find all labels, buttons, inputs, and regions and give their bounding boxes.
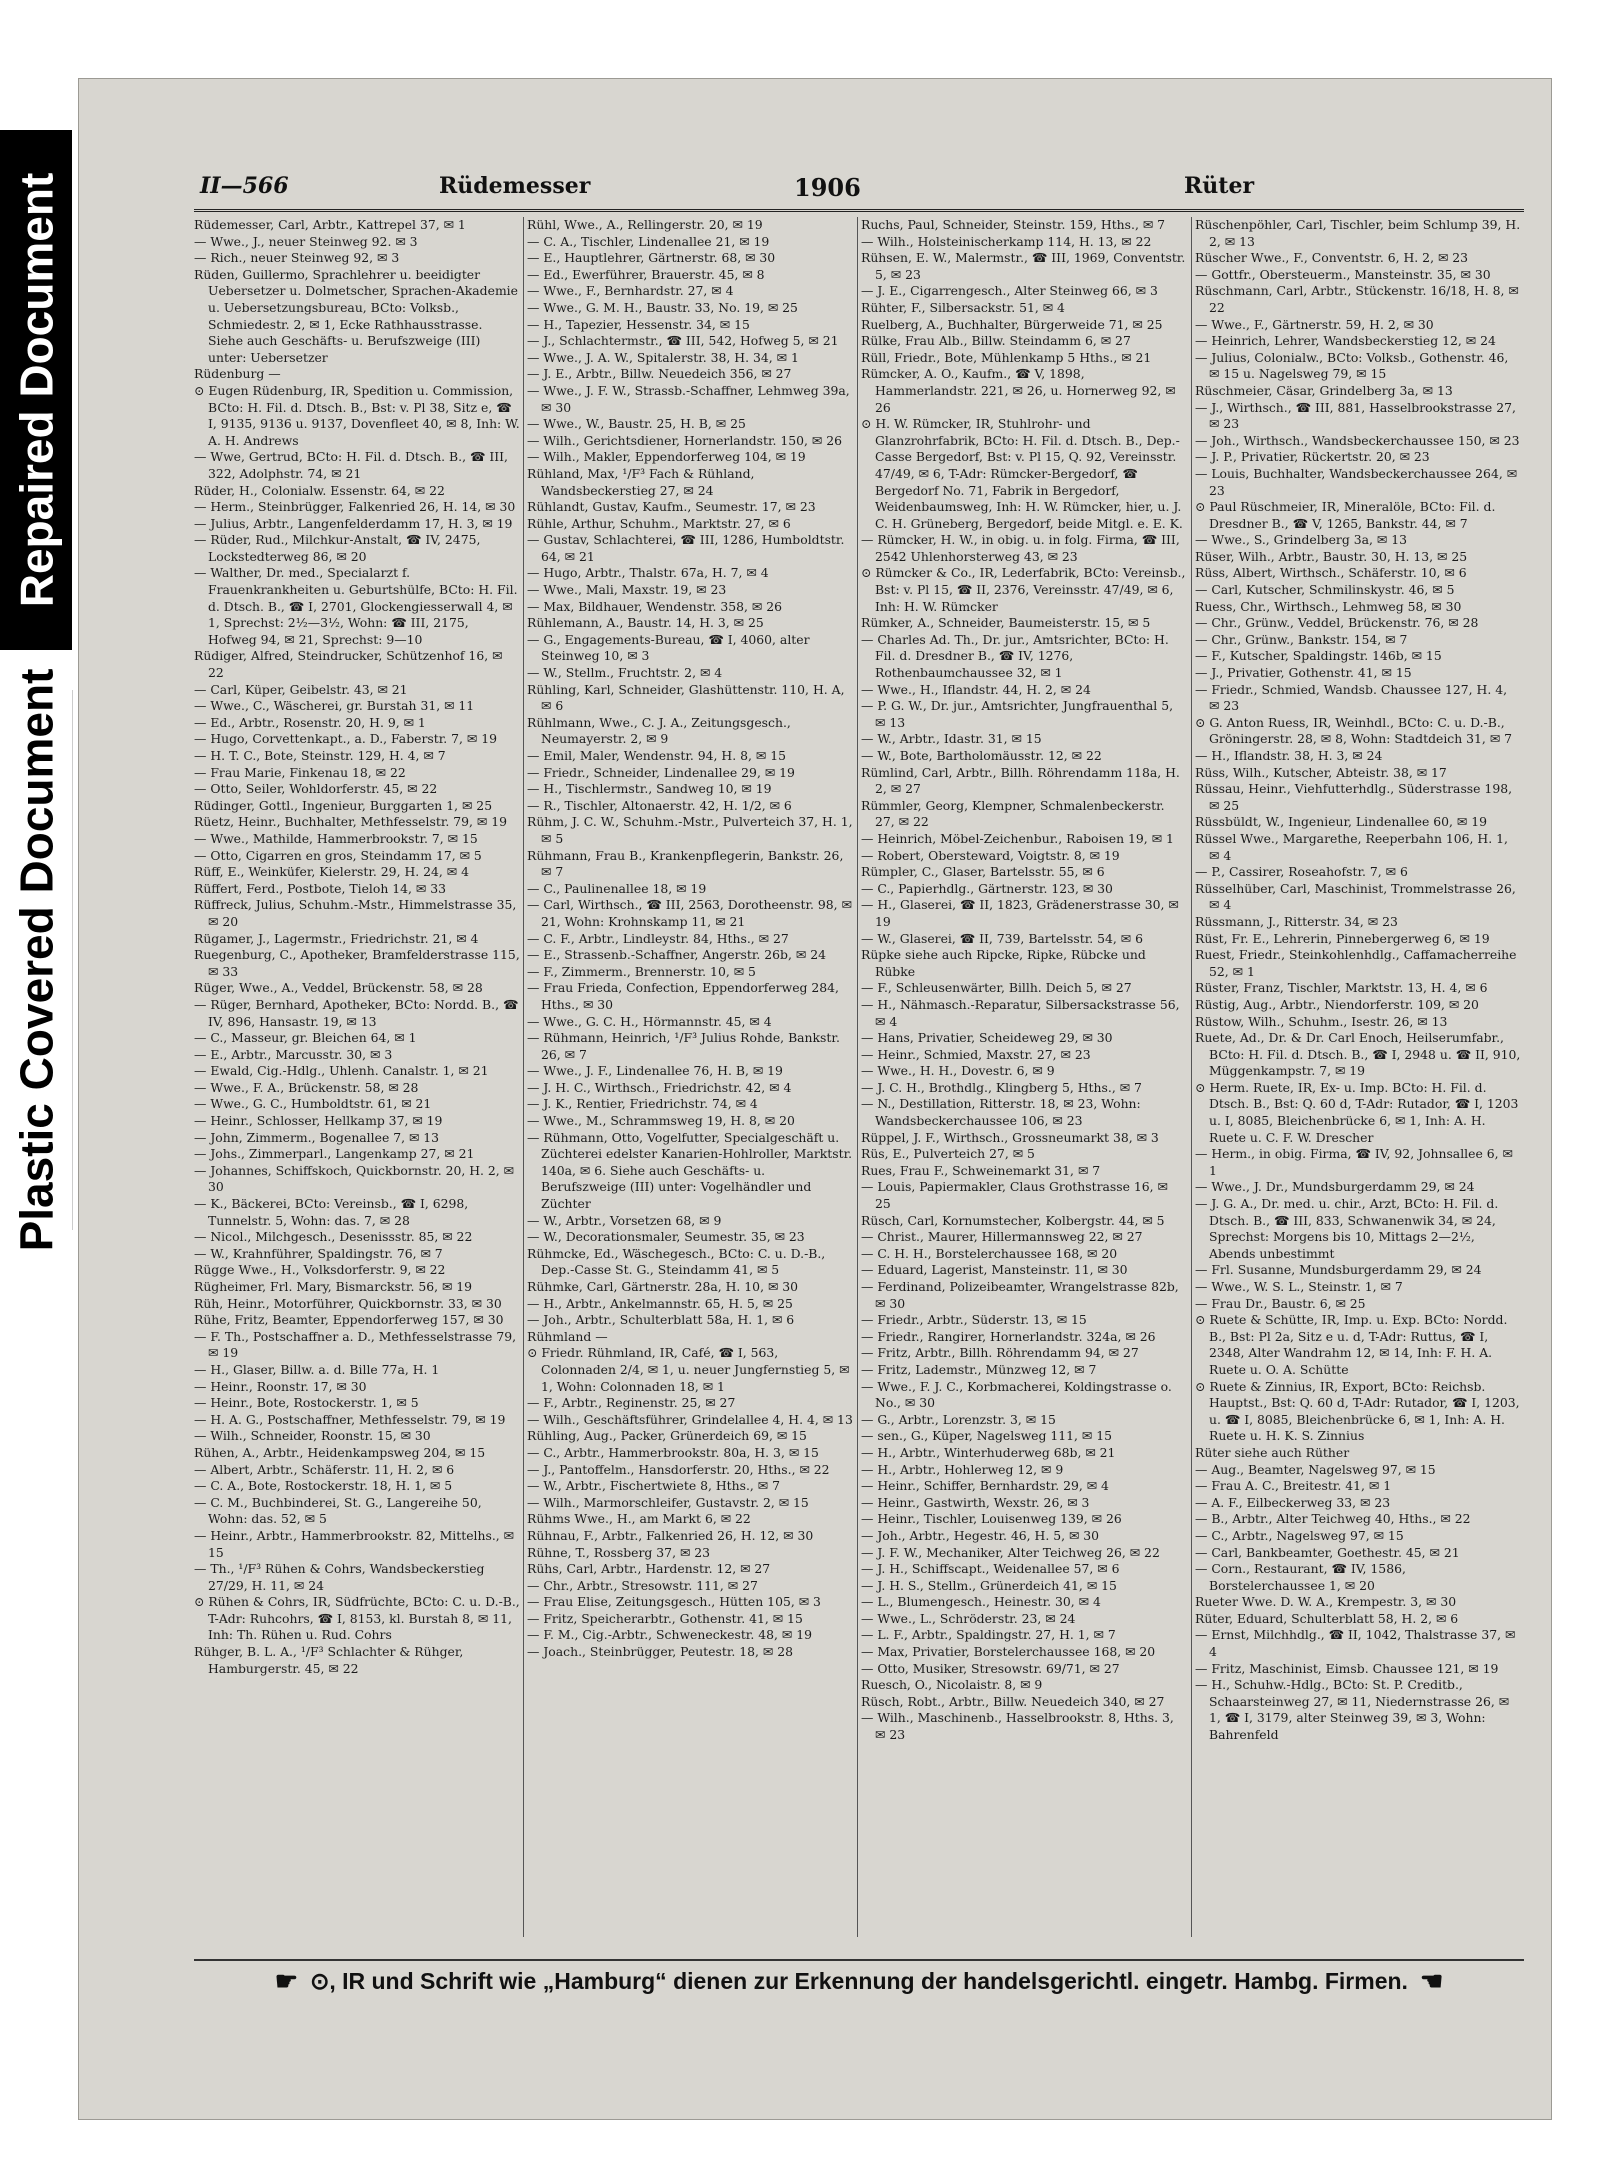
directory-entry: — Gustav, Schlachterei, ☎ III, 1286, Humboldtstr. 64, ✉ 21 bbox=[527, 532, 845, 564]
directory-entry: — Chr., Grünw., Veddel, Brückenstr. 76, ✉ 28 bbox=[1195, 615, 1479, 631]
directory-entry: — Heinr., Bote, Rostockerstr. 1, ✉ 5 bbox=[194, 1395, 419, 1411]
directory-entry: — Wwe., J., neuer Steinweg 92. ✉ 3 bbox=[194, 233, 418, 249]
directory-entry: — C., Papierhdlg., Gärtnerstr. 123, ✉ 30 bbox=[861, 880, 1113, 896]
directory-entry: — Wwe., F., Bernhardstr. 27, ✉ 4 bbox=[527, 283, 734, 299]
directory-entry: Rues, Frau F., Schweinemarkt 31, ✉ 7 bbox=[861, 1162, 1101, 1178]
directory-entry: — Corn., Restaurant, ☎ IV, 1586, Borstelerchaussee 1, ✉ 20 bbox=[1195, 1561, 1406, 1593]
directory-entry: Rühnau, F., Arbtr., Falkenried 26, H. 12, ✉ 30 bbox=[527, 1527, 814, 1543]
directory-entry: — Friedr., Rangirer, Hornerlandstr. 324a, ✉ 26 bbox=[861, 1328, 1156, 1344]
directory-entry: — Julius, Arbtr., Langenfelderdamm 17, H. 3, ✉ 19 bbox=[194, 515, 513, 531]
directory-entry: Rümker, A., Schneider, Baumeisterstr. 15, ✉ 5 bbox=[861, 615, 1151, 631]
directory-entry: — Friedr., Schmied, Wandsb. Chaussee 127, H. 4, ✉ 23 bbox=[1195, 681, 1508, 714]
directory-entry: — Joh., Arbtr., Schulterblatt 58a, H. 1, ✉ 6 bbox=[527, 1312, 795, 1328]
directory-entry: Rühter, F., Silbersackstr. 51, ✉ 4 bbox=[861, 299, 1065, 315]
directory-entry: — Otto, Cigarren en gros, Steindamm 17, ✉ 5 bbox=[194, 847, 482, 863]
directory-entry: — Rich., neuer Steinweg 92, ✉ 3 bbox=[194, 250, 400, 266]
directory-entry: — Rühmann, Heinrich, ¹/F³ Julius Rohde, Bankstr. 26, ✉ 7 bbox=[527, 1030, 840, 1062]
directory-entry: — Wwe., Mathilde, Hammerbrookstr. 7, ✉ 15 bbox=[194, 830, 478, 846]
directory-entry: Rüdenburg — bbox=[194, 366, 281, 382]
directory-entry: — C., Masseur, gr. Bleichen 64, ✉ 1 bbox=[194, 1030, 417, 1046]
directory-entry: — Heinr., Schiffer, Bernhardstr. 29, ✉ 4 bbox=[861, 1478, 1109, 1494]
directory-entry: — J. H., Schiffscapt., Weidenallee 57, ✉ 6 bbox=[861, 1561, 1120, 1577]
directory-entry: — J. G. A., Dr. med. u. chir., Arzt, BCto: H. Fil. d. Dtsch. B., ☎ III, 833, Schwanenwik 34, ✉ 24, Sprechst: Morgens bis 10, Mittags 2—2½, Abends unbestimmt bbox=[1195, 1196, 1499, 1261]
directory-entry: — Wwe., F., Gärtnerstr. 59, H. 2, ✉ 30 bbox=[1195, 316, 1434, 332]
directory-entry: Rüppel, J. F., Wirthsch., Grossneumarkt 38, ✉ 3 bbox=[861, 1129, 1159, 1145]
directory-entry: — Carl, Küper, Geibelstr. 43, ✉ 21 bbox=[194, 681, 408, 697]
directory-entry: — E., Hauptlehrer, Gärtnerstr. 68, ✉ 30 bbox=[527, 250, 776, 266]
directory-entry: — Heinr., Gastwirth, Wexstr. 26, ✉ 3 bbox=[861, 1494, 1090, 1510]
directory-entry: — W., Decorationsmaler, Seumestr. 35, ✉ 23 bbox=[527, 1229, 805, 1245]
column-1 bbox=[194, 217, 520, 1937]
directory-entry: — E., Arbtr., Marcusstr. 30, ✉ 3 bbox=[194, 1046, 393, 1062]
directory-entry: — G., Engagements-Bureau, ☎ I, 4060, alter Steinweg 10, ✉ 3 bbox=[527, 631, 810, 664]
directory-entry: — F., Arbtr., Reginenstr. 25, ✉ 27 bbox=[527, 1395, 736, 1411]
directory-entry: — Gottfr., Obersteuerm., Mansteinstr. 35, ✉ 30 bbox=[1195, 266, 1491, 282]
directory-entry: — Friedr., Arbtr., Süderstr. 13, ✉ 15 bbox=[861, 1312, 1087, 1328]
directory-entry: Ruete, Ad., Dr. & Dr. Carl Enoch, Heilserumfabr., BCto: H. Fil. d. Dtsch. B., ☎ I, 2948 u. ☎ II, 910, Müggenkampstr. 7, ✉ 19 bbox=[1195, 1030, 1521, 1079]
directory-entry: Rüs, E., Pulverteich 27, ✉ 5 bbox=[861, 1146, 1035, 1162]
directory-entry: Rüstow, Wilh., Schuhm., Isestr. 26, ✉ 13 bbox=[1195, 1013, 1448, 1029]
directory-entry: ⊙ G. Anton Ruess, IR, Weinhdl., BCto: C. u. D.-B., Gröningerstr. 28, ✉ 8, Wohn: Stadtdeich 31, ✉ 7 bbox=[1195, 714, 1513, 747]
directory-entry: — Louis, Papiermakler, Claus Grothstrasse 16, ✉ 25 bbox=[861, 1179, 1168, 1212]
page-number: II—566 bbox=[200, 173, 289, 199]
directory-entry: Rülke, Frau Alb., Billw. Steindamm 6, ✉ 27 bbox=[861, 333, 1131, 349]
directory-entry: — Johs., Zimmerparl., Langenkamp 27, ✉ 21 bbox=[194, 1146, 475, 1162]
directory-entry: ⊙ Rühen & Cohrs, IR, Südfrüchte, BCto: C. u. D.-B., T-Adr: Ruhcohrs, ☎ I, 8153, kl. Burstah 8, ✉ 11, Inh: Th. Rühen u. Rud. Cohrs bbox=[194, 1594, 520, 1643]
column-divider bbox=[1191, 217, 1192, 1937]
directory-entry: Rühlandt, Gustav, Kaufm., Seumestr. 17, ✉ 23 bbox=[527, 499, 816, 515]
directory-entry: Rühmland — bbox=[527, 1328, 608, 1344]
directory-entry: Ruest, Friedr., Steinkohlenhdlg., Caffamacherreihe 52, ✉ 1 bbox=[1195, 947, 1517, 979]
directory-entry: — Herm., in obig. Firma, ☎ IV, 92, Johnsallee 6, ✉ 1 bbox=[1195, 1146, 1513, 1178]
directory-entry: — Hugo, Arbtr., Thalstr. 67a, H. 7, ✉ 4 bbox=[527, 565, 769, 581]
directory-entry: — Nicol., Milchgesch., Desenissstr. 85, ✉ 22 bbox=[194, 1229, 473, 1245]
directory-entry: — Chr., Grünw., Bankstr. 154, ✉ 7 bbox=[1195, 631, 1408, 647]
directory-entry: Rüst, Fr. E., Lehrerin, Pinnebergerweg 6, ✉ 19 bbox=[1195, 930, 1490, 946]
directory-entry: — Th., ¹/F³ Rühen & Cohrs, Wandsbeckerstieg 27/29, H. 11, ✉ 24 bbox=[194, 1561, 485, 1593]
directory-entry: Rüden, Guillermo, Sprachlehrer u. beeidigter Uebersetzer u. Dolmetscher, Sprachen-Akademie u. Uebersetzungsbureau, BCto: Volksb., Schmiedestr. 2, ✉ 1, Ecke Rathhausstrasse. Siehe auch Geschäfts- u. Berufszweige (III) unter: Uebersetzer bbox=[194, 266, 518, 365]
directory-entry: — Otto, Seiler, Wohldorferstr. 45, ✉ 22 bbox=[194, 781, 438, 797]
directory-entry: — J., Privatier, Gothenstr. 41, ✉ 15 bbox=[1195, 665, 1412, 681]
directory-entry: — Max, Privatier, Borstelerchaussee 168, ✉ 20 bbox=[861, 1644, 1156, 1660]
directory-entry: — Wwe., F. A., Brückenstr. 58, ✉ 28 bbox=[194, 1079, 419, 1095]
directory-entry: — Frau Frieda, Confection, Eppendorferweg 284, Hths., ✉ 30 bbox=[527, 980, 839, 1012]
directory-entry: — Wwe., F. J. C., Korbmacherei, Koldingstrasse o. No., ✉ 30 bbox=[861, 1378, 1172, 1411]
directory-entry: Rühmcke, Ed., Wäschegesch., BCto: C. u. D.-B., Dep.-Casse St. G., Steindamm 41, ✉ 5 bbox=[527, 1245, 826, 1278]
directory-entry: — E., Strassenb.-Schaffner, Angerstr. 26b, ✉ 24 bbox=[527, 947, 826, 963]
directory-entry: — Emil, Maler, Wendenstr. 94, H. 8, ✉ 15 bbox=[527, 748, 786, 763]
directory-entry: Ruelberg, A., Buchhalter, Bürgerweide 71, ✉ 25 bbox=[861, 316, 1163, 332]
directory-entry: — W., Bote, Bartholomäusstr. 12, ✉ 22 bbox=[861, 748, 1102, 763]
directory-entry: — H., Nähmasch.-Reparatur, Silbersackstrasse 56, ✉ 4 bbox=[861, 996, 1180, 1029]
directory-entry: — Ferdinand, Polizeibeamter, Wrangelstrasse 82b, ✉ 30 bbox=[861, 1279, 1179, 1311]
directory-entry: — J., Pantoffelm., Hansdorferstr. 20, Hths., ✉ 22 bbox=[527, 1461, 830, 1477]
directory-entry: — Heinr., Tischler, Louisenweg 139, ✉ 26 bbox=[861, 1511, 1122, 1527]
directory-entry: — Rühmann, Otto, Vogelfutter, Specialgeschäft u. Züchterei edelster Kanarien-Hohlroller, Marktstr. 140a, ✉ 6. Siehe auch Geschäfts- u. Berufszweige (III) unter: Vogelhändler und Züchter bbox=[527, 1129, 853, 1212]
directory-entry: Rümlind, Carl, Arbtr., Billh. Röhrendamm 118a, H. 2, ✉ 27 bbox=[861, 764, 1180, 797]
plastic-covered-document-label: Plastic Covered Document bbox=[10, 668, 62, 1252]
directory-entry: — H., Glaser, Billw. a. d. Bille 77a, H. 1 bbox=[194, 1361, 440, 1377]
directory-columns bbox=[194, 217, 1524, 1937]
directory-entry: ⊙ H. W. Rümcker, IR, Stuhlrohr- und Glanzrohrfabrik, BCto: H. Fil. d. Dtsch. B., Dep.-Casse Bergedorf, Bst: v. Pl 15, Q. 92, Vereinsstr. 47/49, ✉ 6, T-Adr: Rümcker-Bergedorf, ☎ Bergedorf No. 71, Fabrik in Bergedorf, Weidenbaumsweg, Inh: H. W. Rümcker, hier, u. J. C. H. Grüneberg, Bergedorf, beide Mitgl. e. E. K. bbox=[861, 416, 1183, 531]
directory-entry: Rüschmeier, Cäsar, Grindelberg 3a, ✉ 13 bbox=[1195, 382, 1453, 398]
repaired-document-tab bbox=[0, 130, 72, 650]
directory-entry: — W., Krahnführer, Spaldingstr. 76, ✉ 7 bbox=[194, 1245, 443, 1261]
directory-entry: Rüscher Wwe., F., Conventstr. 6, H. 2, ✉ 23 bbox=[1195, 250, 1469, 266]
directory-entry: — C., Paulinenallee 18, ✉ 19 bbox=[527, 880, 707, 896]
directory-entry: Rüff, E., Weinküfer, Kielerstr. 29, H. 24, ✉ 4 bbox=[194, 864, 469, 880]
directory-entry: — C., Arbtr., Hammerbrookstr. 80a, H. 3, ✉ 15 bbox=[527, 1444, 819, 1460]
directory-entry: Ruess, Chr., Wirthsch., Lehmweg 58, ✉ 30 bbox=[1195, 598, 1462, 614]
directory-entry: — Charles Ad. Th., Dr. jur., Amtsrichter, BCto: H. Fil. d. Dresdner B., ☎ IV, 1276, Rothenbaumchaussee 32, ✉ 1 bbox=[861, 631, 1169, 681]
directory-entry: — J. C. H., Brothdlg., Klingberg 5, Hths., ✉ 7 bbox=[861, 1079, 1142, 1095]
directory-entry: — F. Th., Postschaffner a. D., Methfesselstrasse 79, ✉ 19 bbox=[194, 1328, 517, 1361]
directory-entry: Rühm, J. C. W., Schuhm.-Mstr., Pulverteich 37, H. 1, ✉ 5 bbox=[527, 814, 853, 846]
directory-entry: — Rüder, Rud., Milchkur-Anstalt, ☎ IV, 2475, Lockstedterweg 86, ✉ 20 bbox=[194, 532, 481, 564]
directory-entry: — H., Arbtr., Winterhuderweg 68b, ✉ 21 bbox=[861, 1444, 1116, 1460]
directory-entry: — H., Glaserei, ☎ II, 1823, Grädenerstrasse 30, ✉ 19 bbox=[861, 897, 1179, 929]
column-2 bbox=[527, 217, 853, 1937]
directory-entry: Rühsen, E. W., Malermstr., ☎ III, 1969, Conventstr. 5, ✉ 23 bbox=[861, 250, 1186, 282]
directory-entry: Rühlemann, A., Baustr. 14, H. 3, ✉ 25 bbox=[527, 615, 764, 631]
directory-entry: Rüstig, Aug., Arbtr., Niendorferstr. 109, ✉ 20 bbox=[1195, 996, 1479, 1012]
directory-entry: Rüh, Heinr., Motorführer, Quickbornstr. 33, ✉ 30 bbox=[194, 1295, 502, 1311]
directory-entry: — J., Wirthsch., ☎ III, 881, Hasselbrookstrasse 27, ✉ 23 bbox=[1195, 399, 1516, 432]
directory-entry: Rüsch, Robt., Arbtr., Billw. Neuedeich 340, ✉ 27 bbox=[861, 1693, 1165, 1709]
page-header bbox=[194, 169, 1524, 212]
directory-entry: — Eduard, Lagerist, Mansteinstr. 11, ✉ 30 bbox=[861, 1262, 1128, 1278]
directory-entry: — Ewald, Cig.-Hdlg., Uhlenh. Canalstr. 1, ✉ 21 bbox=[194, 1063, 489, 1079]
page-year: 1906 bbox=[794, 173, 861, 202]
directory-entry: — Rümcker, H. W., in obig. u. in folg. Firma, ☎ III, 2542 Uhlenhorsterweg 43, ✉ 23 bbox=[861, 532, 1180, 564]
directory-entry: Rüss, Wilh., Kutscher, Abteistr. 38, ✉ 17 bbox=[1195, 764, 1447, 780]
directory-entry: — Rüger, Bernhard, Apotheker, BCto: Nordd. B., ☎ IV, 896, Hansastr. 19, ✉ 13 bbox=[194, 996, 519, 1029]
directory-entry: — Ed., Ewerführer, Brauerstr. 45, ✉ 8 bbox=[527, 266, 765, 282]
directory-entry: — W., Glaserei, ☎ II, 739, Bartelsstr. 54, ✉ 6 bbox=[861, 930, 1143, 946]
directory-entry: ⊙ Friedr. Rühmland, IR, Café, ☎ I, 563, Colonnaden 2/4, ✉ 1, u. neuer Jungfernstieg 5, ✉ 1, Wohn: Colonnaden 18, ✉ 1 bbox=[527, 1345, 850, 1394]
column-divider bbox=[857, 217, 858, 1937]
directory-entry: Rüssau, Heinr., Viehfutterhdlg., Süderstrasse 198, ✉ 25 bbox=[1195, 781, 1513, 813]
directory-entry: Rühl, Wwe., A., Rellingerstr. 20, ✉ 19 bbox=[527, 217, 763, 232]
directory-entry: Rüster, Franz, Tischler, Marktstr. 13, H. 4, ✉ 6 bbox=[1195, 980, 1488, 996]
column-4 bbox=[1195, 217, 1521, 1937]
directory-entry: — Wilh., Gerichtsdiener, Hornerlandstr. 150, ✉ 26 bbox=[527, 432, 842, 448]
directory-entry: — L., Blumengesch., Heinestr. 30, ✉ 4 bbox=[861, 1594, 1101, 1610]
directory-entry: Rüll, Friedr., Bote, Mühlenkamp 5 Hths., ✉ 21 bbox=[861, 349, 1152, 365]
directory-entry: ⊙ Herm. Ruete, IR, Ex- u. Imp. BCto: H. Fil. d. Dtsch. B., Bst: Q. 60 d, T-Adr: Rutador, ☎ I, 1203 u. I, 8085, Bleichenbrücke 6, ✉ 1, Inh: A. H. Ruete u. C. F. W. Drescher bbox=[1195, 1079, 1519, 1145]
directory-entry: ⊙ Ruete & Schütte, IR, Imp. u. Exp. BCto: Nordd. B., Bst: Pl 2a, Sitz e u. d, T-Adr: Ruttus, ☎ I, 2348, Alter Wandrahm 12, ✉ 14, Inh: F. H. A. Ruete u. O. A. Schütte bbox=[1195, 1312, 1508, 1377]
directory-entry: Rüffreck, Julius, Schuhm.-Mstr., Himmelstrasse 35, ✉ 20 bbox=[194, 897, 517, 929]
directory-page bbox=[78, 78, 1552, 2120]
directory-entry: — Frau Elise, Zeitungsgesch., Hütten 105, ✉ 3 bbox=[527, 1594, 821, 1610]
footer-note: ⊙, IR und Schrift wie „Hamburg“ dienen zur Erkennung der handelsgerichtl. eingetr. Hambg. Firmen. bbox=[310, 1967, 1408, 1994]
directory-entry: — Louis, Buchhalter, Wandsbeckerchaussee 264, ✉ 23 bbox=[1195, 465, 1518, 498]
directory-entry: — Walther, Dr. med., Specialarzt f. Frauenkrankheiten u. Geburtshülfe, BCto: H. Fil. d. Dtsch. B., ☎ I, 2701, Glockengiesserwall 4, ✉ 1, Sprechst: 2½—3½, Wohn: ☎ III, 2175, Hofweg 94, ✉ 21, Sprechst: 9—10 bbox=[194, 565, 518, 647]
directory-entry: — Joach., Steinbrügger, Peutestr. 18, ✉ 28 bbox=[527, 1644, 794, 1660]
directory-entry: — Wwe., J. A. W., Spitalerstr. 38, H. 34, ✉ 1 bbox=[527, 349, 799, 365]
directory-entry: Rühland, Max, ¹/F³ Fach & Rühland, Wandsbeckerstieg 27, ✉ 24 bbox=[527, 465, 755, 498]
directory-entry: — Heinr., Schlosser, Hellkamp 37, ✉ 19 bbox=[194, 1113, 443, 1129]
directory-entry: Rühne, T., Rossberg 37, ✉ 23 bbox=[527, 1544, 711, 1560]
directory-entry: — C. A., Tischler, Lindenallee 21, ✉ 19 bbox=[527, 233, 770, 249]
directory-entry: — Wwe., C., Wäscherei, gr. Burstah 31, ✉ 11 bbox=[194, 698, 475, 714]
directory-entry: — Christ., Maurer, Hillermannsweg 22, ✉ 27 bbox=[861, 1229, 1143, 1245]
directory-entry: — Heinr., Arbtr., Hammerbrookstr. 82, Mittelhs., ✉ 15 bbox=[194, 1527, 515, 1560]
directory-entry: — Wilh., Maschinenb., Hasselbrookstr. 8, Hths. 3, ✉ 23 bbox=[861, 1710, 1174, 1743]
directory-entry: Rueter Wwe. D. W. A., Krempestr. 3, ✉ 30 bbox=[1195, 1594, 1457, 1610]
directory-entry: — Fritz, Lademstr., Münzweg 12, ✉ 7 bbox=[861, 1361, 1097, 1377]
directory-entry: Rüdiger, Alfred, Steindrucker, Schützenhof 16, ✉ 22 bbox=[194, 648, 503, 681]
directory-entry: Rüger, Wwe., A., Veddel, Brückenstr. 58, ✉ 28 bbox=[194, 980, 483, 996]
directory-entry: ⊙ Ruete & Zinnius, IR, Export, BCto: Reichsb. Hauptst., Bst: Q. 60 d, T-Adr: Rutador, ☎ I, 1203, u. ☎ I, 8085, Bleichenbrücke 6, ✉ 1, Inh: A. H. Ruete u. H. K. S. Zinnius bbox=[1195, 1378, 1520, 1444]
directory-entry: Rüdinger, Gottl., Ingenieur, Burggarten 1, ✉ 25 bbox=[194, 797, 493, 813]
directory-entry: Rümpler, C., Glaser, Bartelsstr. 55, ✉ 6 bbox=[861, 864, 1105, 880]
directory-entry: — Albert, Arbtr., Schäferstr. 11, H. 2, ✉ 6 bbox=[194, 1461, 455, 1477]
directory-entry: — Wwe., M., Schrammsweg 19, H. 8, ✉ 20 bbox=[527, 1113, 795, 1129]
directory-entry: Rüdemesser, Carl, Arbtr., Kattrepel 37, ✉ 1 bbox=[194, 217, 466, 232]
directory-entry: — J. P., Privatier, Rückertstr. 20, ✉ 23 bbox=[1195, 449, 1430, 465]
directory-entry: — Carl, Wirthsch., ☎ III, 2563, Dorotheenstr. 98, ✉ 21, Wohn: Krohnskamp 11, ✉ 21 bbox=[527, 897, 852, 929]
directory-entry: Rügge Wwe., H., Volksdorferstr. 9, ✉ 22 bbox=[194, 1262, 446, 1278]
directory-entry: — P. G. W., Dr. jur., Amtsrichter, Jungfrauenthal 5, ✉ 13 bbox=[861, 698, 1174, 730]
directory-entry: Rüschmann, Carl, Arbtr., Stückenstr. 16/18, H. 8, ✉ 22 bbox=[1195, 283, 1519, 315]
directory-entry: — Wwe., H. H., Dovestr. 6, ✉ 9 bbox=[861, 1063, 1055, 1079]
directory-entry: — W., Arbtr., Vorsetzen 68, ✉ 9 bbox=[527, 1212, 722, 1228]
directory-entry: — Frau Dr., Baustr. 6, ✉ 25 bbox=[1195, 1295, 1366, 1311]
directory-entry: — Herm., Steinbrügger, Falkenried 26, H. 14, ✉ 30 bbox=[194, 499, 516, 515]
directory-entry: — F., Kutscher, Spaldingstr. 146b, ✉ 15 bbox=[1195, 648, 1442, 664]
directory-entry: — W., Arbtr., Fischertwiete 8, Hths., ✉ 7 bbox=[527, 1478, 781, 1494]
directory-entry: — C. H. H., Borstelerchaussee 168, ✉ 20 bbox=[861, 1245, 1118, 1261]
directory-entry: Rüsch, Carl, Kornumstecher, Kolbergstr. 44, ✉ 5 bbox=[861, 1212, 1165, 1228]
page-guide-word: Rüter bbox=[1184, 173, 1255, 199]
directory-entry: — Joh., Arbtr., Hegestr. 46, H. 5, ✉ 30 bbox=[861, 1527, 1100, 1543]
directory-entry: — Hans, Privatier, Scheideweg 29, ✉ 30 bbox=[861, 1030, 1113, 1046]
directory-entry: — Wilh., Schneider, Roonstr. 15, ✉ 30 bbox=[194, 1428, 431, 1444]
directory-entry: — F. M., Cig.-Arbtr., Schweneckestr. 48, ✉ 19 bbox=[527, 1627, 812, 1643]
directory-entry: — J. E., Cigarrengesch., Alter Steinweg 66, ✉ 3 bbox=[861, 283, 1158, 299]
directory-entry: — Fritz, Speicherarbtr., Gothenstr. 41, ✉ 15 bbox=[527, 1610, 803, 1626]
pointing-hand-right-icon: ☛ bbox=[274, 1965, 299, 1996]
directory-entry: Rühen, A., Arbtr., Heidenkampsweg 204, ✉ 15 bbox=[194, 1444, 486, 1460]
directory-entry: — Wilh., Geschäftsführer, Grindelallee 4, H. 4, ✉ 13 bbox=[527, 1411, 853, 1427]
directory-entry: — H. A. G., Postschaffner, Methfesselstr. 79, ✉ 19 bbox=[194, 1411, 506, 1427]
directory-entry: Rüssbüldt, W., Ingenieur, Lindenallee 60, ✉ 19 bbox=[1195, 814, 1487, 830]
directory-entry: — Wilh., Marmorschleifer, Gustavstr. 2, ✉ 15 bbox=[527, 1494, 809, 1510]
directory-entry: Rühger, B. L. A., ¹/F³ Schlachter & Rühger, Hamburgerstr. 45, ✉ 22 bbox=[194, 1644, 464, 1676]
directory-entry: — Carl, Kutscher, Schmilinskystr. 46, ✉ 5 bbox=[1195, 582, 1455, 598]
directory-entry: — C. A., Bote, Rostockerstr. 18, H. 1, ✉ 5 bbox=[194, 1478, 453, 1494]
directory-entry: — W., Stellm., Fruchtstr. 2, ✉ 4 bbox=[527, 665, 723, 681]
directory-entry: Rügamer, J., Lagermstr., Friedrichstr. 21, ✉ 4 bbox=[194, 930, 479, 946]
directory-entry: Rüder, H., Colonialw. Essenstr. 64, ✉ 22 bbox=[194, 482, 445, 498]
directory-entry: — Wwe., J. F. W., Strassb.-Schaffner, Lehmweg 39a, ✉ 30 bbox=[527, 382, 850, 415]
directory-entry: Rühe, Fritz, Beamter, Eppendorferweg 157, ✉ 30 bbox=[194, 1312, 504, 1328]
directory-entry: Rüter, Eduard, Schulterblatt 58, H. 2, ✉ 6 bbox=[1195, 1610, 1459, 1626]
directory-entry: — Wwe., H., Iflandstr. 44, H. 2, ✉ 24 bbox=[861, 681, 1091, 697]
directory-entry: Rüter siehe auch Rüther bbox=[1195, 1444, 1350, 1460]
page-title: Rüdemesser bbox=[439, 173, 591, 199]
directory-entry: — Max, Bildhauer, Wendenstr. 358, ✉ 26 bbox=[527, 598, 783, 614]
repaired-document-label: Repaired Document bbox=[10, 172, 62, 608]
directory-entry: Rühling, Karl, Schneider, Glashüttenstr. 110, H. A, ✉ 6 bbox=[527, 681, 845, 714]
directory-entry: — K., Bäckerei, BCto: Vereinsb., ☎ I, 6298, Tunnelstr. 5, Wohn: das. 7, ✉ 28 bbox=[194, 1196, 469, 1228]
directory-entry: Rüetz, Heinr., Buchhalter, Methfesselstr. 79, ✉ 19 bbox=[194, 814, 507, 830]
directory-entry: — John, Zimmerm., Bogenallee 7, ✉ 13 bbox=[194, 1129, 440, 1145]
directory-entry: — H., Tapezier, Hessenstr. 34, ✉ 15 bbox=[527, 316, 750, 332]
directory-entry: — J., Schlachtermstr., ☎ III, 542, Hofweg 5, ✉ 21 bbox=[527, 333, 839, 349]
directory-entry: Ruchs, Paul, Schneider, Steinstr. 159, Hths., ✉ 7 bbox=[861, 217, 1166, 232]
directory-entry: — Carl, Bankbeamter, Goethestr. 45, ✉ 21 bbox=[1195, 1544, 1460, 1560]
column-3 bbox=[861, 217, 1187, 1937]
directory-entry: — F., Schleusenwärter, Billh. Deich 5, ✉ 27 bbox=[861, 980, 1132, 996]
directory-entry: — Robert, Obersteward, Voigtstr. 8, ✉ 19 bbox=[861, 847, 1120, 863]
directory-entry: Rüpke siehe auch Ripcke, Ripke, Rübcke und Rübke bbox=[861, 947, 1146, 979]
directory-entry: — Wilh., Holsteinischerkamp 114, H. 13, ✉ 22 bbox=[861, 233, 1152, 249]
directory-entry: — Heinrich, Lehrer, Wandsbeckerstieg 12, ✉ 24 bbox=[1195, 333, 1496, 349]
directory-entry: — Aug., Beamter, Nagelsweg 97, ✉ 15 bbox=[1195, 1461, 1436, 1477]
directory-entry: — Ed., Arbtr., Rosenstr. 20, H. 9, ✉ 1 bbox=[194, 714, 426, 730]
directory-entry: — N., Destillation, Ritterstr. 18, ✉ 23, Wohn: Wandsbeckerchaussee 106, ✉ 23 bbox=[861, 1096, 1141, 1129]
directory-entry: — Wwe., W. S. L., Steinstr. 1, ✉ 7 bbox=[1195, 1279, 1403, 1294]
directory-entry: Rüssel Wwe., Margarethe, Reeperbahn 106, H. 1, ✉ 4 bbox=[1195, 830, 1508, 863]
directory-entry: — Wwe., G. M. H., Baustr. 33, No. 19, ✉ 25 bbox=[527, 299, 798, 315]
directory-entry: Rümmler, Georg, Klempner, Schmalenbeckerstr. 27, ✉ 22 bbox=[861, 797, 1165, 830]
directory-entry: — W., Arbtr., Idastr. 31, ✉ 15 bbox=[861, 731, 1042, 747]
directory-entry: — Friedr., Schneider, Lindenallee 29, ✉ 19 bbox=[527, 764, 795, 780]
plastic-covered-document-tab bbox=[0, 668, 73, 1252]
directory-entry: — H. T. C., Bote, Steinstr. 129, H. 4, ✉ 7 bbox=[194, 748, 446, 763]
directory-entry: — H., Iflandstr. 38, H. 3, ✉ 24 bbox=[1195, 748, 1383, 763]
directory-entry: Ruegenburg, C., Apotheker, Bramfelderstrasse 115, ✉ 33 bbox=[194, 947, 520, 979]
directory-entry: — Wwe., G. C. H., Hörmannstr. 45, ✉ 4 bbox=[527, 1013, 772, 1029]
directory-entry: ⊙ Rümcker & Co., IR, Lederfabrik, BCto: Vereinsb., Bst: v. Pl 15, ☎ II, 2376, Vereinsstr. 47/49, ✉ 6, Inh: H. W. Rümcker bbox=[861, 565, 1186, 614]
directory-entry: — J. F. W., Mechaniker, Alter Teichweg 26, ✉ 22 bbox=[861, 1544, 1160, 1560]
directory-entry: — C. F., Arbtr., Lindleystr. 84, Hths., ✉ 27 bbox=[527, 930, 789, 946]
directory-entry: Rühle, Arthur, Schuhm., Marktstr. 27, ✉ 6 bbox=[527, 515, 791, 531]
directory-entry: Rühs, Carl, Arbtr., Hardenstr. 12, ✉ 27 bbox=[527, 1561, 771, 1577]
directory-entry: Rümcker, A. O., Kaufm., ☎ V, 1898, Hammerlandstr. 221, ✉ 26, u. Hornerweg 92, ✉ 26 bbox=[861, 366, 1176, 415]
directory-entry: — H., Arbtr., Hohlerweg 12, ✉ 9 bbox=[861, 1461, 1064, 1477]
directory-entry: — Julius, Colonialw., BCto: Volksb., Gothenstr. 46, ✉ 15 u. Nagelsweg 79, ✉ 15 bbox=[1195, 349, 1509, 382]
directory-entry: — L. F., Arbtr., Spaldingstr. 27, H. 1, ✉ 7 bbox=[861, 1627, 1116, 1643]
directory-entry: — H., Arbtr., Ankelmannstr. 65, H. 5, ✉ 25 bbox=[527, 1295, 793, 1311]
page-footer bbox=[194, 1959, 1524, 2001]
directory-entry: Rühmke, Carl, Gärtnerstr. 28a, H. 10, ✉ 30 bbox=[527, 1279, 799, 1294]
directory-entry: Ruesch, O., Nicolaistr. 8, ✉ 9 bbox=[861, 1677, 1043, 1693]
directory-entry: ⊙ Paul Rüschmeier, IR, Mineralöle, BCto: Fil. d. Dresdner B., ☎ V, 1265, Bankstr. 44, ✉ 7 bbox=[1195, 499, 1496, 531]
directory-entry: — R., Tischler, Altonaerstr. 42, H. 1/2, ✉ 6 bbox=[527, 797, 792, 813]
directory-entry: — Wwe., L., Schröderstr. 23, ✉ 24 bbox=[861, 1610, 1076, 1626]
directory-entry: — Johannes, Schiffskoch, Quickbornstr. 20, H. 2, ✉ 30 bbox=[194, 1162, 515, 1195]
directory-entry: — Frau Marie, Finkenau 18, ✉ 22 bbox=[194, 764, 406, 780]
directory-entry: — J. H. C., Wirthsch., Friedrichstr. 42, ✉ 4 bbox=[527, 1079, 792, 1095]
directory-entry: — Hugo, Corvettenkapt., a. D., Faberstr. 7, ✉ 19 bbox=[194, 731, 497, 747]
directory-entry: — Wwe, Gertrud, BCto: H. Fil. d. Dtsch. B., ☎ III, 322, Adolphstr. 74, ✉ 21 bbox=[194, 449, 508, 481]
directory-entry: — Wwe., G. C., Humboldtstr. 61, ✉ 21 bbox=[194, 1096, 432, 1112]
directory-entry: — H., Schuhw.-Hdlg., BCto: St. P. Creditb., Schaarsteinweg 27, ✉ 11, Niedernstrasse 26, ✉ 1, ☎ I, 3179, alter Steinweg 39, ✉ 3, Wohn: Bahrenfeld bbox=[1195, 1677, 1510, 1743]
directory-entry: — Wwe., J. Dr., Mundsburgerdamm 29, ✉ 24 bbox=[1195, 1179, 1475, 1195]
directory-entry: — J. E., Arbtr., Billw. Neuedeich 356, ✉ 27 bbox=[527, 366, 792, 382]
directory-entry: Rühms Wwe., H., am Markt 6, ✉ 22 bbox=[527, 1511, 751, 1527]
column-divider bbox=[523, 217, 524, 1937]
directory-entry: Rühmann, Frau B., Krankenpflegerin, Bankstr. 26, ✉ 7 bbox=[527, 847, 844, 880]
directory-entry: — Ernst, Milchhdlg., ☎ II, 1042, Thalstrasse 37, ✉ 4 bbox=[1195, 1627, 1516, 1660]
directory-entry: Rüser, Wilh., Arbtr., Baustr. 30, H. 13, ✉ 25 bbox=[1195, 548, 1468, 564]
directory-entry: — Fritz, Arbtr., Billh. Röhrendamm 94, ✉ 27 bbox=[861, 1345, 1139, 1361]
directory-entry: Rüschenpöhler, Carl, Tischler, beim Schlump 39, H. 2, ✉ 13 bbox=[1195, 217, 1521, 249]
directory-entry: — Otto, Musiker, Stresowstr. 69/71, ✉ 27 bbox=[861, 1660, 1120, 1676]
directory-entry: — B., Arbtr., Alter Teichweg 40, Hths., ✉ 22 bbox=[1195, 1511, 1471, 1527]
directory-entry: — sen., G., Küper, Nagelsweg 111, ✉ 15 bbox=[861, 1428, 1112, 1444]
directory-entry: — Wwe., S., Grindelberg 3a, ✉ 13 bbox=[1195, 532, 1407, 548]
directory-entry: — Wwe., J. F., Lindenallee 76, H. B, ✉ 19 bbox=[527, 1063, 783, 1079]
directory-entry: — Wwe., W., Baustr. 25, H. B, ✉ 25 bbox=[527, 416, 746, 432]
directory-entry: — Fritz, Maschinist, Eimsb. Chaussee 121, ✉ 19 bbox=[1195, 1660, 1499, 1676]
directory-entry: — Wwe., Mali, Maxstr. 19, ✉ 23 bbox=[527, 582, 727, 598]
directory-entry: — Joh., Wirthsch., Wandsbeckerchaussee 150, ✉ 23 bbox=[1195, 432, 1520, 448]
page-content bbox=[194, 169, 1524, 2069]
directory-entry: — Frl. Susanne, Mundsburgerdamm 29, ✉ 24 bbox=[1195, 1262, 1482, 1278]
directory-entry: — C. M., Buchbinderei, St. G., Langereihe 50, Wohn: das. 52, ✉ 5 bbox=[194, 1494, 482, 1527]
directory-entry: Rüsselhüber, Carl, Maschinist, Trommelstrasse 26, ✉ 4 bbox=[1195, 880, 1516, 913]
directory-entry: Rüssmann, J., Ritterstr. 34, ✉ 23 bbox=[1195, 913, 1398, 929]
directory-entry: — Heinr., Schmied, Maxstr. 27, ✉ 23 bbox=[861, 1046, 1091, 1062]
directory-entry: — Chr., Arbtr., Stresowstr. 111, ✉ 27 bbox=[527, 1577, 758, 1593]
directory-entry: — J. K., Rentier, Friedrichstr. 74, ✉ 4 bbox=[527, 1096, 758, 1112]
directory-entry: — Wilh., Makler, Eppendorferweg 104, ✉ 19 bbox=[527, 449, 806, 465]
directory-entry: — H., Tischlermstr., Sandweg 10, ✉ 19 bbox=[527, 781, 772, 797]
directory-entry: — C., Arbtr., Nagelsweg 97, ✉ 15 bbox=[1195, 1527, 1404, 1543]
directory-entry: — Frau A. C., Breitestr. 41, ✉ 1 bbox=[1195, 1478, 1392, 1494]
directory-entry: Rügheimer, Frl. Mary, Bismarckstr. 56, ✉ 19 bbox=[194, 1279, 473, 1294]
directory-entry: Rüss, Albert, Wirthsch., Schäferstr. 10, ✉ 6 bbox=[1195, 565, 1467, 581]
directory-entry: — Heinrich, Möbel-Zeichenbur., Raboisen 19, ✉ 1 bbox=[861, 830, 1174, 846]
directory-entry: ⊙ Eugen Rüdenburg, IR, Spedition u. Commission, BCto: H. Fil. d. Dtsch. B., Bst: v. Pl 38, Sitz e, ☎ I, 9135, 9136 u. 9137, Dovenfleet 40, ✉ 8, Inh: W. A. H. Andrews bbox=[194, 382, 520, 448]
pointing-hand-left-icon: ☚ bbox=[1419, 1965, 1444, 1996]
directory-entry: Rüffert, Ferd., Postbote, Tieloh 14, ✉ 33 bbox=[194, 880, 446, 896]
directory-entry: — G., Arbtr., Lorenzstr. 3, ✉ 15 bbox=[861, 1411, 1056, 1427]
directory-entry: — P., Cassirer, Roseahofstr. 7, ✉ 6 bbox=[1195, 864, 1408, 880]
directory-entry: Rühling, Aug., Packer, Grünerdeich 69, ✉ 15 bbox=[527, 1428, 807, 1444]
directory-entry: — F., Zimmerm., Brennerstr. 10, ✉ 5 bbox=[527, 963, 756, 979]
directory-entry: — J. H. S., Stellm., Grünerdeich 41, ✉ 15 bbox=[861, 1577, 1117, 1593]
directory-entry: Rühlmann, Wwe., C. J. A., Zeitungsgesch., Neumayerstr. 2, ✉ 9 bbox=[527, 714, 791, 747]
directory-entry: — Heinr., Roonstr. 17, ✉ 30 bbox=[194, 1378, 367, 1394]
directory-entry: — A. F., Eilbeckerweg 33, ✉ 23 bbox=[1195, 1494, 1391, 1510]
